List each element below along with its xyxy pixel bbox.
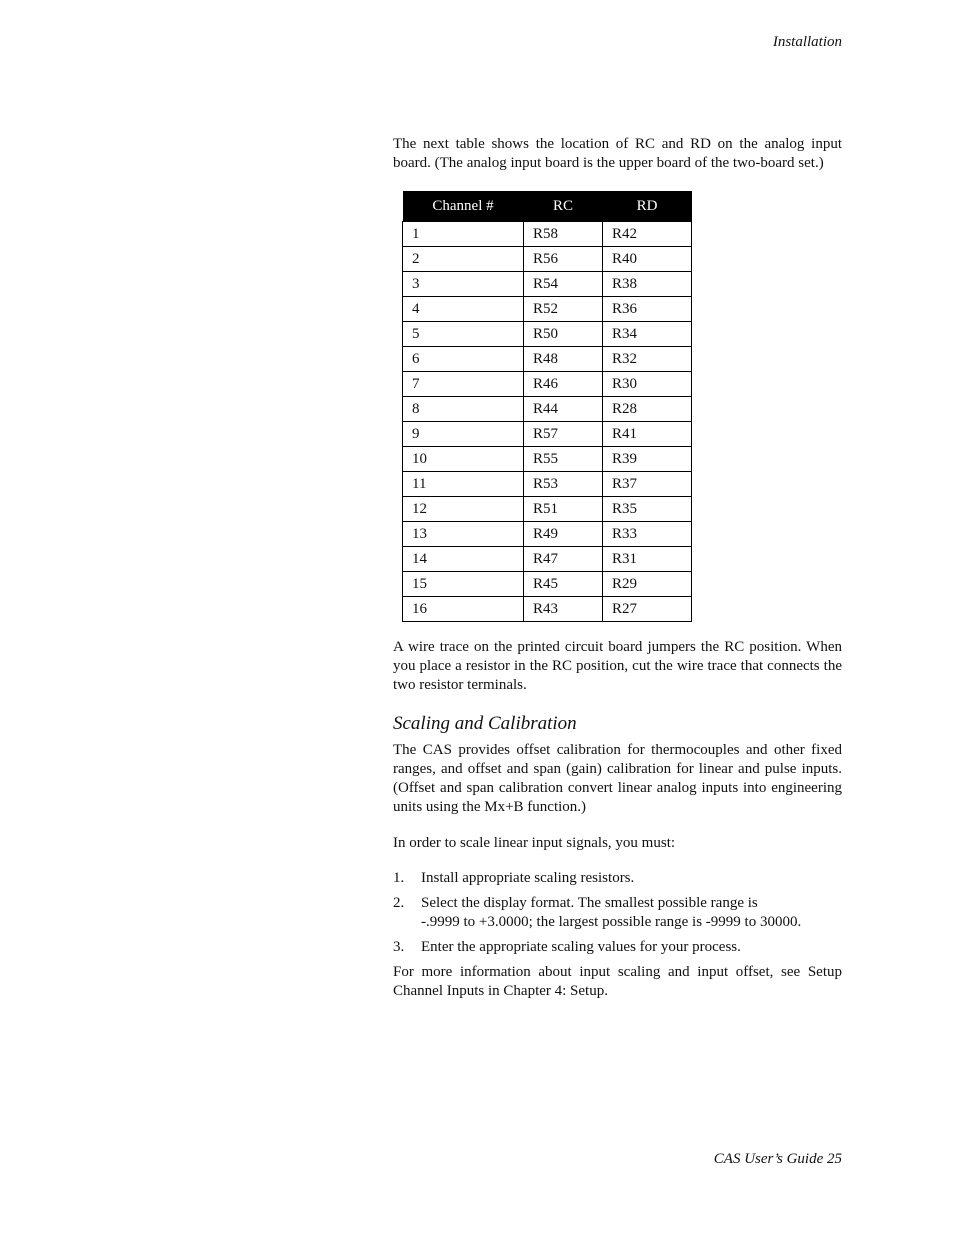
step-number: 1. — [393, 870, 405, 886]
table-row — [403, 447, 692, 472]
cell-rc: R47 — [524, 547, 603, 572]
cell-rd: R38 — [603, 272, 692, 297]
cell-rd: R40 — [603, 247, 692, 272]
step-number: 3. — [393, 939, 405, 955]
list-item — [393, 894, 842, 932]
cell-channel: 13 — [403, 522, 524, 547]
wire-trace-paragraph: A wire trace on the printed circuit board jumpers the RC position. When you place a resistor in the RC position, cut the wire trace that connects the two resistor terminals. — [393, 639, 842, 693]
table-row — [403, 422, 692, 447]
table-body — [403, 222, 692, 622]
cell-rc: R46 — [524, 372, 603, 397]
step-text: Select the display format. The smallest possible range is — [421, 895, 758, 911]
cell-rc: R49 — [524, 522, 603, 547]
scaling-intro-paragraph: In order to scale linear input signals, you must: — [393, 835, 676, 851]
cell-rd: R33 — [603, 522, 692, 547]
cell-channel: 16 — [403, 597, 524, 622]
cell-rd: R34 — [603, 322, 692, 347]
step-text-continued: -.9999 to +3.0000; the largest possible range is -9999 to 30000. — [421, 914, 802, 930]
table-row — [403, 222, 692, 247]
cell-channel: 8 — [403, 397, 524, 422]
cell-rd: R29 — [603, 572, 692, 597]
table-row — [403, 247, 692, 272]
column-header-rc: RC — [524, 191, 603, 222]
cell-rc: R50 — [524, 322, 603, 347]
scaling-steps-list — [393, 869, 842, 957]
cell-rc: R44 — [524, 397, 603, 422]
cell-channel: 10 — [403, 447, 524, 472]
cell-channel: 1 — [403, 222, 524, 247]
table-row — [403, 522, 692, 547]
cell-rc: R51 — [524, 497, 603, 522]
table-row — [403, 497, 692, 522]
calibration-paragraph: The CAS provides offset calibration for thermocouples and other fixed ranges, and offset and span (gain) calibration for linear and pulse inputs. (Offset and span calibration convert linear analog inputs into engineering units using the Mx+B function.) — [393, 742, 842, 815]
cell-rc: R48 — [524, 347, 603, 372]
column-header-rd: RD — [603, 191, 692, 222]
cell-rc: R53 — [524, 472, 603, 497]
cell-rc: R55 — [524, 447, 603, 472]
cell-rd: R42 — [603, 222, 692, 247]
table-row — [403, 547, 692, 572]
cell-channel: 6 — [403, 347, 524, 372]
cell-rc: R58 — [524, 222, 603, 247]
cell-channel: 5 — [403, 322, 524, 347]
table-row — [403, 472, 692, 497]
section-heading: Scaling and Calibration — [393, 713, 577, 734]
table-row — [403, 372, 692, 397]
cell-rd: R30 — [603, 372, 692, 397]
resistor-location-table — [402, 191, 692, 622]
column-header-channel: Channel # — [403, 191, 524, 222]
main-content — [393, 135, 842, 1001]
list-item — [393, 938, 842, 957]
cell-rd: R36 — [603, 297, 692, 322]
cell-rd: R28 — [603, 397, 692, 422]
intro-paragraph: The next table shows the location of RC and RD on the analog input board. (The analog input board is the upper board of the two-board set.) — [393, 136, 842, 171]
cell-rd: R32 — [603, 347, 692, 372]
table-row — [403, 297, 692, 322]
cell-rc: R57 — [524, 422, 603, 447]
table-row — [403, 597, 692, 622]
cell-rd: R41 — [603, 422, 692, 447]
cell-rc: R43 — [524, 597, 603, 622]
cell-channel: 4 — [403, 297, 524, 322]
cell-channel: 15 — [403, 572, 524, 597]
table-row — [403, 272, 692, 297]
cell-rd: R27 — [603, 597, 692, 622]
step-text: Enter the appropriate scaling values for your process. — [421, 939, 741, 955]
cell-rc: R56 — [524, 247, 603, 272]
running-header: Installation — [772, 34, 842, 50]
cell-channel: 2 — [403, 247, 524, 272]
cell-channel: 11 — [403, 472, 524, 497]
cell-channel: 9 — [403, 422, 524, 447]
cell-channel: 7 — [403, 372, 524, 397]
cell-rc: R45 — [524, 572, 603, 597]
cell-rc: R54 — [524, 272, 603, 297]
table-header-row — [403, 191, 692, 222]
step-text: Install appropriate scaling resistors. — [421, 870, 635, 886]
cell-rd: R35 — [603, 497, 692, 522]
cell-rc: R52 — [524, 297, 603, 322]
cell-channel: 12 — [403, 497, 524, 522]
table-row — [403, 572, 692, 597]
table-row — [403, 347, 692, 372]
cell-channel: 14 — [403, 547, 524, 572]
cell-rd: R39 — [603, 447, 692, 472]
more-info-paragraph: For more information about input scaling and input offset, see Setup Channel Inputs in Chapter 4: Setup. — [393, 964, 842, 999]
list-item — [393, 869, 842, 888]
table-row — [403, 397, 692, 422]
table-row — [403, 322, 692, 347]
page-footer: CAS User’s Guide 25 — [713, 1151, 842, 1167]
cell-channel: 3 — [403, 272, 524, 297]
step-number: 2. — [393, 895, 405, 911]
cell-rd: R31 — [603, 547, 692, 572]
cell-rd: R37 — [603, 472, 692, 497]
